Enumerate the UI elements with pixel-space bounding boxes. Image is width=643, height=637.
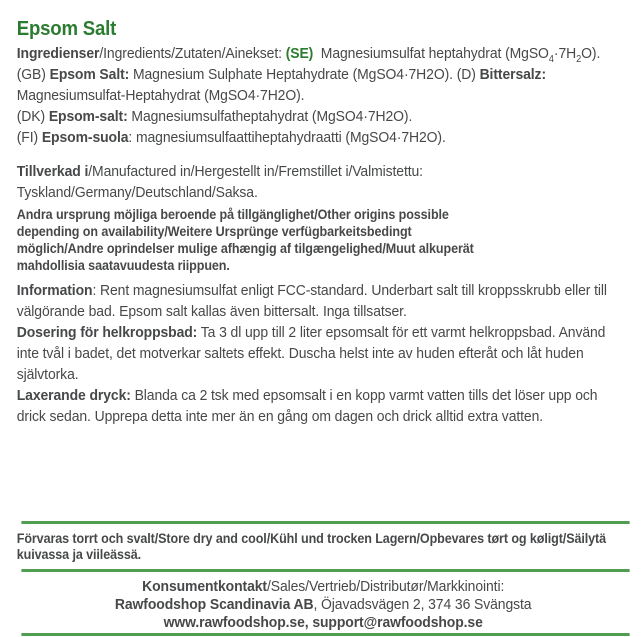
website-and-email: www.rawfoodshop.se, support@rawfoodshop.se: [163, 614, 483, 631]
dosage-text: Ta 3 dl upp till 2 liter epsomsalt för ett varmt helkroppsbad. Använd inte tvål i badet, det motverkar saltets effekt. Duscha helst inte av huden efteråt och låt huden självtorka.: [16, 324, 606, 383]
ingredients-label: Ingredienser: [16, 45, 100, 62]
product-title: Epsom Salt: [16, 18, 117, 40]
ingredient-se-text: Magnesiumsulfat heptahydrat (MgSO: [313, 45, 549, 62]
origins-note: Andra ursprung möjliga beroende på tillgänglighet/Other origins possible depending on availability/Weitere Ursprünge verfügbarkeitsbedingt möglich/Andre oprindelser mulige afhængig af tilgængelighed/Muut alkuperät mahdollisia saatavuudesta riippuen.: [16, 207, 474, 273]
made-in-paragraph: [17, 161, 630, 203]
d-text: Magnesiumsulfat-Heptahydrat (MgSO4·7H2O).: [16, 87, 305, 104]
divider-line-middle: [21, 569, 629, 572]
formula-end: O). (GB): [16, 45, 601, 83]
dosage-paragraph: [17, 322, 630, 385]
information-label: Information: [16, 282, 93, 299]
contact-label: Konsumentkontakt: [142, 578, 267, 595]
contact-line-web: [17, 614, 630, 632]
storage-text: /Store dry and cool/Kühl und trocken Lagern/Opbevares tørt og køligt/Säilytä kuivassa ja viileässä.: [16, 531, 607, 562]
dk-name: Epsom-salt:: [48, 108, 128, 125]
divider-line-bottom: [21, 633, 629, 636]
laxative-label: Laxerande dryck:: [16, 387, 131, 404]
label-footer: [0, 521, 631, 636]
d-name: Bittersalz:: [479, 66, 546, 83]
laxative-paragraph: [17, 385, 630, 427]
dk-text: Magnesiumsulfatheptahydrat (MgSO4·7H2O).: [127, 108, 413, 125]
se-language-tag: (SE): [285, 45, 314, 62]
made-in-text: /Manufactured in/Hergestellt in/Fremstillet i/Valmistettu: Tyskland/Germany/Deutschland/Saksa.: [16, 163, 423, 201]
dk-tag: (DK): [16, 108, 49, 125]
formula-subscript-4: 4: [548, 54, 554, 65]
fi-name: Epsom-suola: [41, 129, 129, 146]
contact-roles: /Sales/Vertrieb/Distributør/Markkinointi:: [266, 578, 505, 595]
fi-text: : magnesiumsulfaattiheptahydraatti (MgSO4·7H2O).: [128, 129, 446, 146]
contact-line-roles: [17, 578, 630, 596]
formula-mid: ·7H: [553, 45, 577, 62]
laxative-text: Blanda ca 2 tsk med epsomsalt i en kopp varmt vatten tills det löser upp och drick sedan. Upprepa detta inte mer än en gång om dagen och drick alltid extra vatten.: [16, 387, 598, 425]
storage-label: Förvaras torrt och svalt: [16, 531, 155, 546]
contact-line-address: [17, 596, 630, 614]
storage-paragraph: [17, 531, 630, 563]
dosage-label: Dosering för helkroppsbad:: [16, 324, 198, 341]
ingredients-paragraph: [17, 43, 630, 148]
made-in-label: Tillverkad i: [16, 163, 89, 180]
contact-block: [17, 578, 630, 632]
formula-subscript-2: 2: [576, 54, 582, 65]
ingredients-label-translations: /Ingredients/Zutaten/Ainekset:: [99, 45, 286, 62]
information-paragraph: [17, 280, 630, 322]
company-name: Rawfoodshop Scandinavia AB: [114, 596, 314, 613]
divider-line-top: [21, 521, 629, 524]
information-text: : Rent magnesiumsulfat enligt FCC-standard. Underbart salt till kroppsskrubb eller till välgörande bad. Epsom salt kallas även bittersalt. Inga tillsatser.: [16, 282, 607, 320]
company-address: , Öjavadsvägen 2, 374 36 Svängsta: [313, 596, 532, 613]
gb-text: Magnesium Sulphate Heptahydrate (MgSO4·7H2O). (D): [129, 66, 480, 83]
fi-tag: (FI): [16, 129, 42, 146]
gb-name: Epsom Salt:: [49, 66, 130, 83]
